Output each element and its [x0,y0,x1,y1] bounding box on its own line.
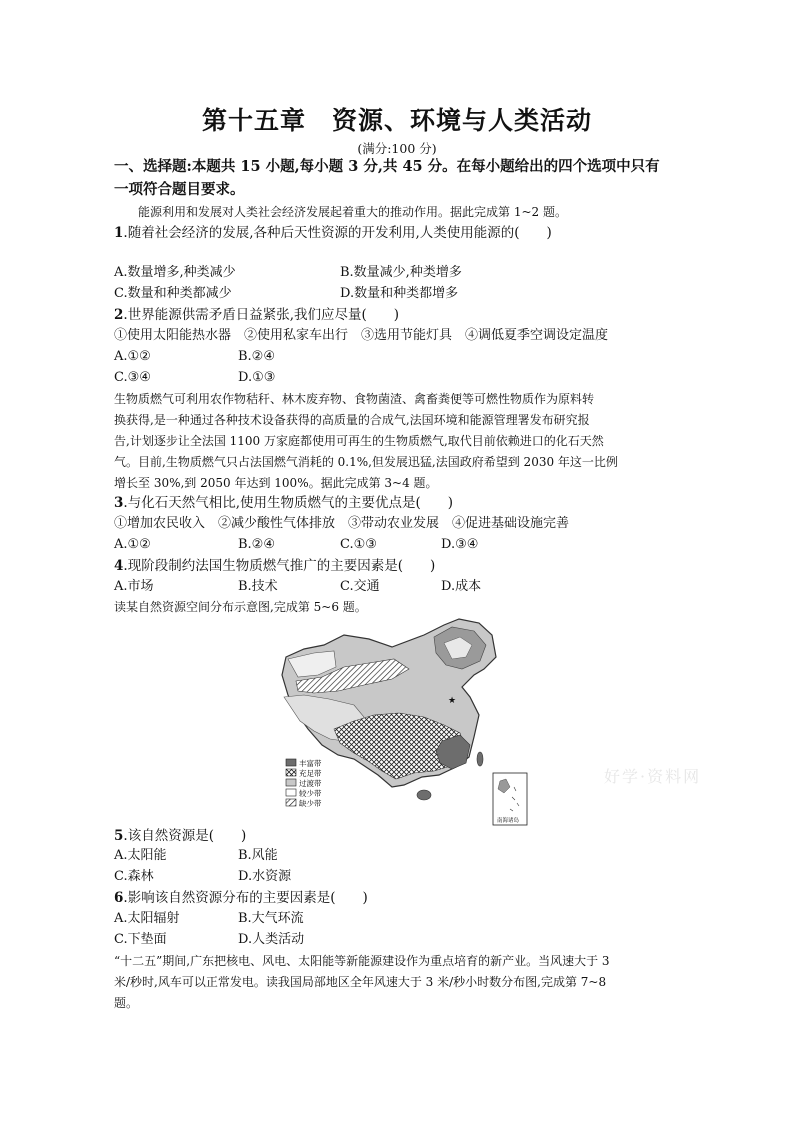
intro-q7-8-line2: 米/秒时,风车可以正常发电。读我国局部地区全年风速大于 3 米/秒小时数分布图,完成第 7~8 [114,975,607,989]
intro-q5-6: 读某自然资源空间分布示意图,完成第 5~6 题。 [114,600,367,614]
page-title: 第十五章 资源、环境与人类活动 [201,106,592,135]
inset-label: 南海诸岛 [497,818,520,824]
q6-option-b: B.大气环流 [238,911,304,926]
question-4 [114,556,435,576]
question-6-text: .影响该自然资源分布的主要因素是( ) [123,890,368,906]
question-2-number: 2 [114,307,124,323]
question-1 [114,223,552,243]
map-island-hainan [417,790,431,800]
intro-q7-8 [114,951,682,1014]
q6-option-a: A.太阳辐射 [114,911,180,926]
q1-option-c: C.数量和种类都减少 [114,286,232,301]
q2-option-c: C.③④ [114,370,151,385]
q1-option-a: A.数量增多,种类减少 [114,265,236,280]
q4-option-c: C.交通 [340,579,380,594]
question-1-number: 1 [114,225,124,241]
q3-option-a: A.①② [114,537,151,552]
question-4-number: 4 [114,558,124,574]
q2-option-b: B.②④ [238,349,275,364]
q6-option-d: D.人类活动 [238,932,305,947]
q5-option-d: D.水资源 [238,869,292,884]
q4-option-d: D.成本 [441,579,482,594]
q1-option-b: B.数量减少,种类增多 [340,265,462,280]
resource-distribution-map [274,617,530,827]
question-6 [114,888,368,908]
intro-q3-4-line5: 增长至 30%,到 2050 年达到 100%。据此完成第 3~4 题。 [114,476,438,490]
question-5-number: 5 [114,828,124,844]
q2-option-a: A.①② [114,349,151,364]
q3-option-d: D.③④ [441,537,479,552]
question-2-items: ①使用太阳能热水器 ②使用私家车出行 ③选用节能灯具 ④调低夏季空调设定温度 [114,328,609,343]
q5-option-c: C.森林 [114,869,154,884]
q1-option-d: D.数量和种类都增多 [340,286,459,301]
question-3 [114,493,453,513]
intro-q3-4-line1: 生物质燃气可利用农作物秸秆、林木废弃物、食物菌渣、禽畜粪便等可燃性物质作为原料转 [114,392,595,406]
question-5-text: .该自然资源是( ) [123,828,247,844]
section-heading-line2: 一项符合题目要求。 [114,181,245,198]
question-3-number: 3 [114,495,124,511]
score-note: (满分:100 分) [357,141,437,156]
q6-option-c: C.下垫面 [114,932,167,947]
question-6-number: 6 [114,890,124,906]
q3-option-b: B.②④ [238,537,275,552]
question-3-text: .与化石天然气相比,使用生物质燃气的主要优点是( ) [123,495,454,511]
intro-q3-4-line3: 告,计划逐步让全法国 1100 万家庭都使用可再生的生物质燃气,取代目前依赖进口的化石天然 [114,434,604,448]
legend-label-deficient: 缺少带 [299,799,322,808]
legend-label-rich: 丰富带 [299,759,322,768]
q4-option-b: B.技术 [238,579,278,594]
intro-q3-4 [114,389,682,494]
question-5 [114,826,246,846]
intro-q3-4-line2: 换获得,是一种通过各种技术设备获得的高质量的合成气,法国环境和能源管理署发布研究报 [114,413,590,427]
question-2 [114,305,399,325]
south-china-sea-inset [493,773,527,825]
question-2-text: .世界能源供需矛盾日益紧张,我们应尽量( ) [123,307,400,323]
q5-option-b: B.风能 [238,848,278,863]
question-4-text: .现阶段制约法国生物质燃气推广的主要因素是( ) [123,558,436,574]
intro-q1-2: 能源利用和发展对人类社会经济发展起着重大的推动作用。据此完成第 1~2 题。 [138,205,567,219]
section-heading-line1: 一、选择题:本题共 15 小题,每小题 3 分,共 45 分。在每小题给出的四个选项中只有 [114,158,660,175]
map-legend [286,758,322,808]
question-1-text: .随着社会经济的发展,各种后天性资源的开发利用,人类使用能源的( ) [123,225,552,241]
map-island-taiwan [477,752,483,766]
question-3-items: ①增加农民收入 ②减少酸性气体排放 ③带动农业发展 ④促进基础设施完善 [114,516,570,531]
q3-option-c: C.①③ [340,537,377,552]
legend-label-transition: 过渡带 [299,779,322,788]
intro-q7-8-line3: 题。 [114,996,139,1010]
legend-label-less: 较少带 [299,789,322,798]
intro-q7-8-line1: “十二五”期间,广东把核电、风电、太阳能等新能源建设作为重点培育的新产业。当风速大于 3 [114,954,610,968]
q5-option-a: A.太阳能 [114,848,167,863]
intro-q3-4-line4: 气。目前,生物质燃气只占法国燃气消耗的 0.1%,但发展迅猛,法国政府希望到 2030 年这一比例 [114,455,618,469]
legend-label-adequate: 充足带 [299,769,322,778]
q4-option-a: A.市场 [114,579,154,594]
q2-option-d: D.①③ [238,370,276,385]
watermark: 好学·资料网 [604,767,702,786]
capital-star-icon: ★ [448,696,457,706]
